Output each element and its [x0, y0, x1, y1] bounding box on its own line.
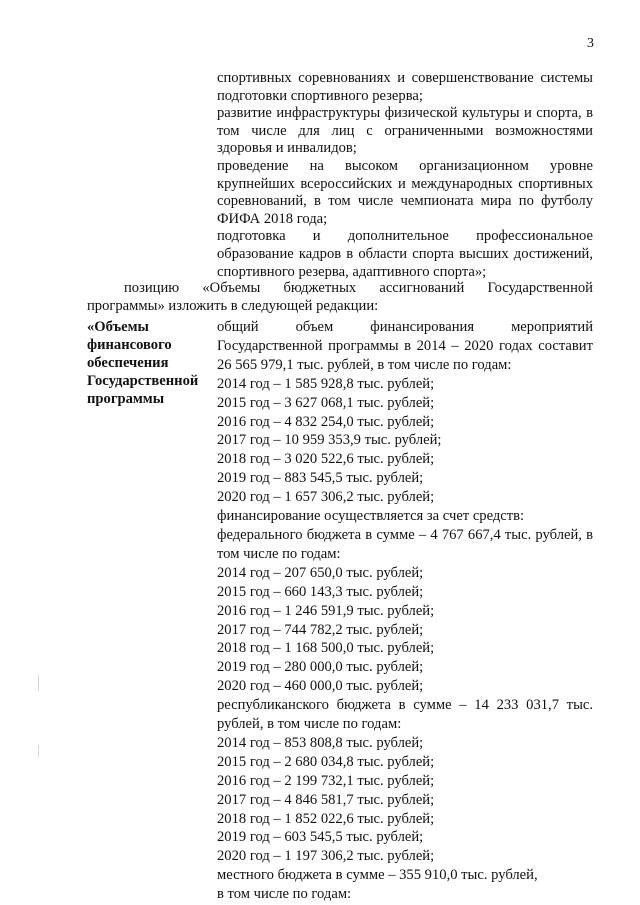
federal-year-row: 2016 год – 1 246 591,9 тыс. рублей;	[217, 602, 435, 619]
total-year-row: 2015 год – 3 627 068,1 тыс. рублей;	[217, 394, 435, 411]
label-line: программы	[87, 391, 165, 407]
republic-year-row: 2020 год – 1 197 306,2 тыс. рублей;	[217, 848, 435, 865]
label-line: обеспечения	[87, 355, 169, 371]
federal-year-row: 2019 год – 280 000,0 тыс. рублей;	[217, 659, 424, 676]
financing-details	[217, 318, 593, 904]
federal-year-row: 2020 год – 460 000,0 тыс. рублей;	[217, 678, 424, 695]
local-intro-cont: в том числе по годам:	[217, 886, 352, 903]
total-year-row: 2016 год – 4 832 254,0 тыс. рублей;	[217, 413, 435, 430]
total-year-row: 2018 год – 3 020 522,6 тыс. рублей;	[217, 451, 435, 468]
total-year-row: 2020 год – 1 657 306,2 тыс. рублей;	[217, 489, 435, 506]
objective-item: спортивных соревнованиях и совершенствование системы подготовки спортивного резерва;	[217, 70, 593, 104]
sources-intro: финансирование осуществляется за счет средств:	[217, 508, 525, 525]
objectives-list	[217, 70, 593, 281]
federal-intro: федерального бюджета в сумме – 4 767 667,4 тыс. рублей, в том числе по годам:	[217, 526, 593, 562]
objective-item: проведение на высоком организационном уровне крупнейших всероссийских и международных спортивных соревнований, в том числе чемпионата мира по футболу ФИФА 2018 года;	[217, 157, 593, 227]
local-intro: местного бюджета в сумме – 355 910,0 тыс. рублей,	[217, 867, 538, 884]
republic-year-row: 2019 год – 603 545,5 тыс. рублей;	[217, 829, 424, 846]
page-number: 3	[587, 36, 594, 51]
total-year-row: 2017 год – 10 959 353,9 тыс. рублей;	[217, 432, 442, 449]
federal-year-row: 2017 год – 744 782,2 тыс. рублей;	[217, 621, 424, 638]
federal-year-row: 2015 год – 660 143,3 тыс. рублей;	[217, 583, 424, 600]
label-line: финансового	[87, 337, 172, 353]
total-intro: общий объем финансирования мероприятий Государственной программы в 2014 – 2020 годах составит 26 565 979,1 тыс. рублей, в том числе по годам:	[217, 319, 593, 373]
label-line: Государственной	[87, 373, 199, 389]
total-year-row: 2019 год – 883 545,5 тыс. рублей;	[217, 470, 424, 487]
scan-margin-mark	[38, 675, 39, 691]
republic-year-row: 2015 год – 2 680 034,8 тыс. рублей;	[217, 753, 435, 770]
republic-intro: республиканского бюджета в сумме – 14 233 031,7 тыс. рублей, в том числе по годам:	[217, 697, 593, 733]
republic-year-row: 2014 год – 853 808,8 тыс. рублей;	[217, 734, 424, 751]
objective-item: развитие инфраструктуры физической культуры и спорта, в том числе для лиц с ограниченными возможностями здоровья и инвалидов;	[217, 105, 593, 157]
federal-year-row: 2014 год – 207 650,0 тыс. рублей;	[217, 564, 424, 581]
position-paragraph: позицию «Объемы бюджетных ассигнований Государственной программы» изложить в следующей редакции:	[87, 280, 593, 314]
objective-item: подготовка и дополнительное профессиональное образование кадров в области спорта высших достижений, спортивного резерва, адаптивного спорта»;	[217, 228, 593, 280]
republic-year-row: 2016 год – 2 199 732,1 тыс. рублей;	[217, 772, 435, 789]
total-year-row: 2014 год – 1 585 928,8 тыс. рублей;	[217, 375, 435, 392]
passport-row-label	[87, 318, 215, 408]
scan-margin-mark	[38, 745, 39, 757]
republic-year-row: 2017 год – 4 846 581,7 тыс. рублей;	[217, 791, 435, 808]
federal-year-row: 2018 год – 1 168 500,0 тыс. рублей;	[217, 640, 435, 657]
republic-year-row: 2018 год – 1 852 022,6 тыс. рублей;	[217, 810, 435, 827]
label-line: «Объемы	[87, 319, 149, 335]
